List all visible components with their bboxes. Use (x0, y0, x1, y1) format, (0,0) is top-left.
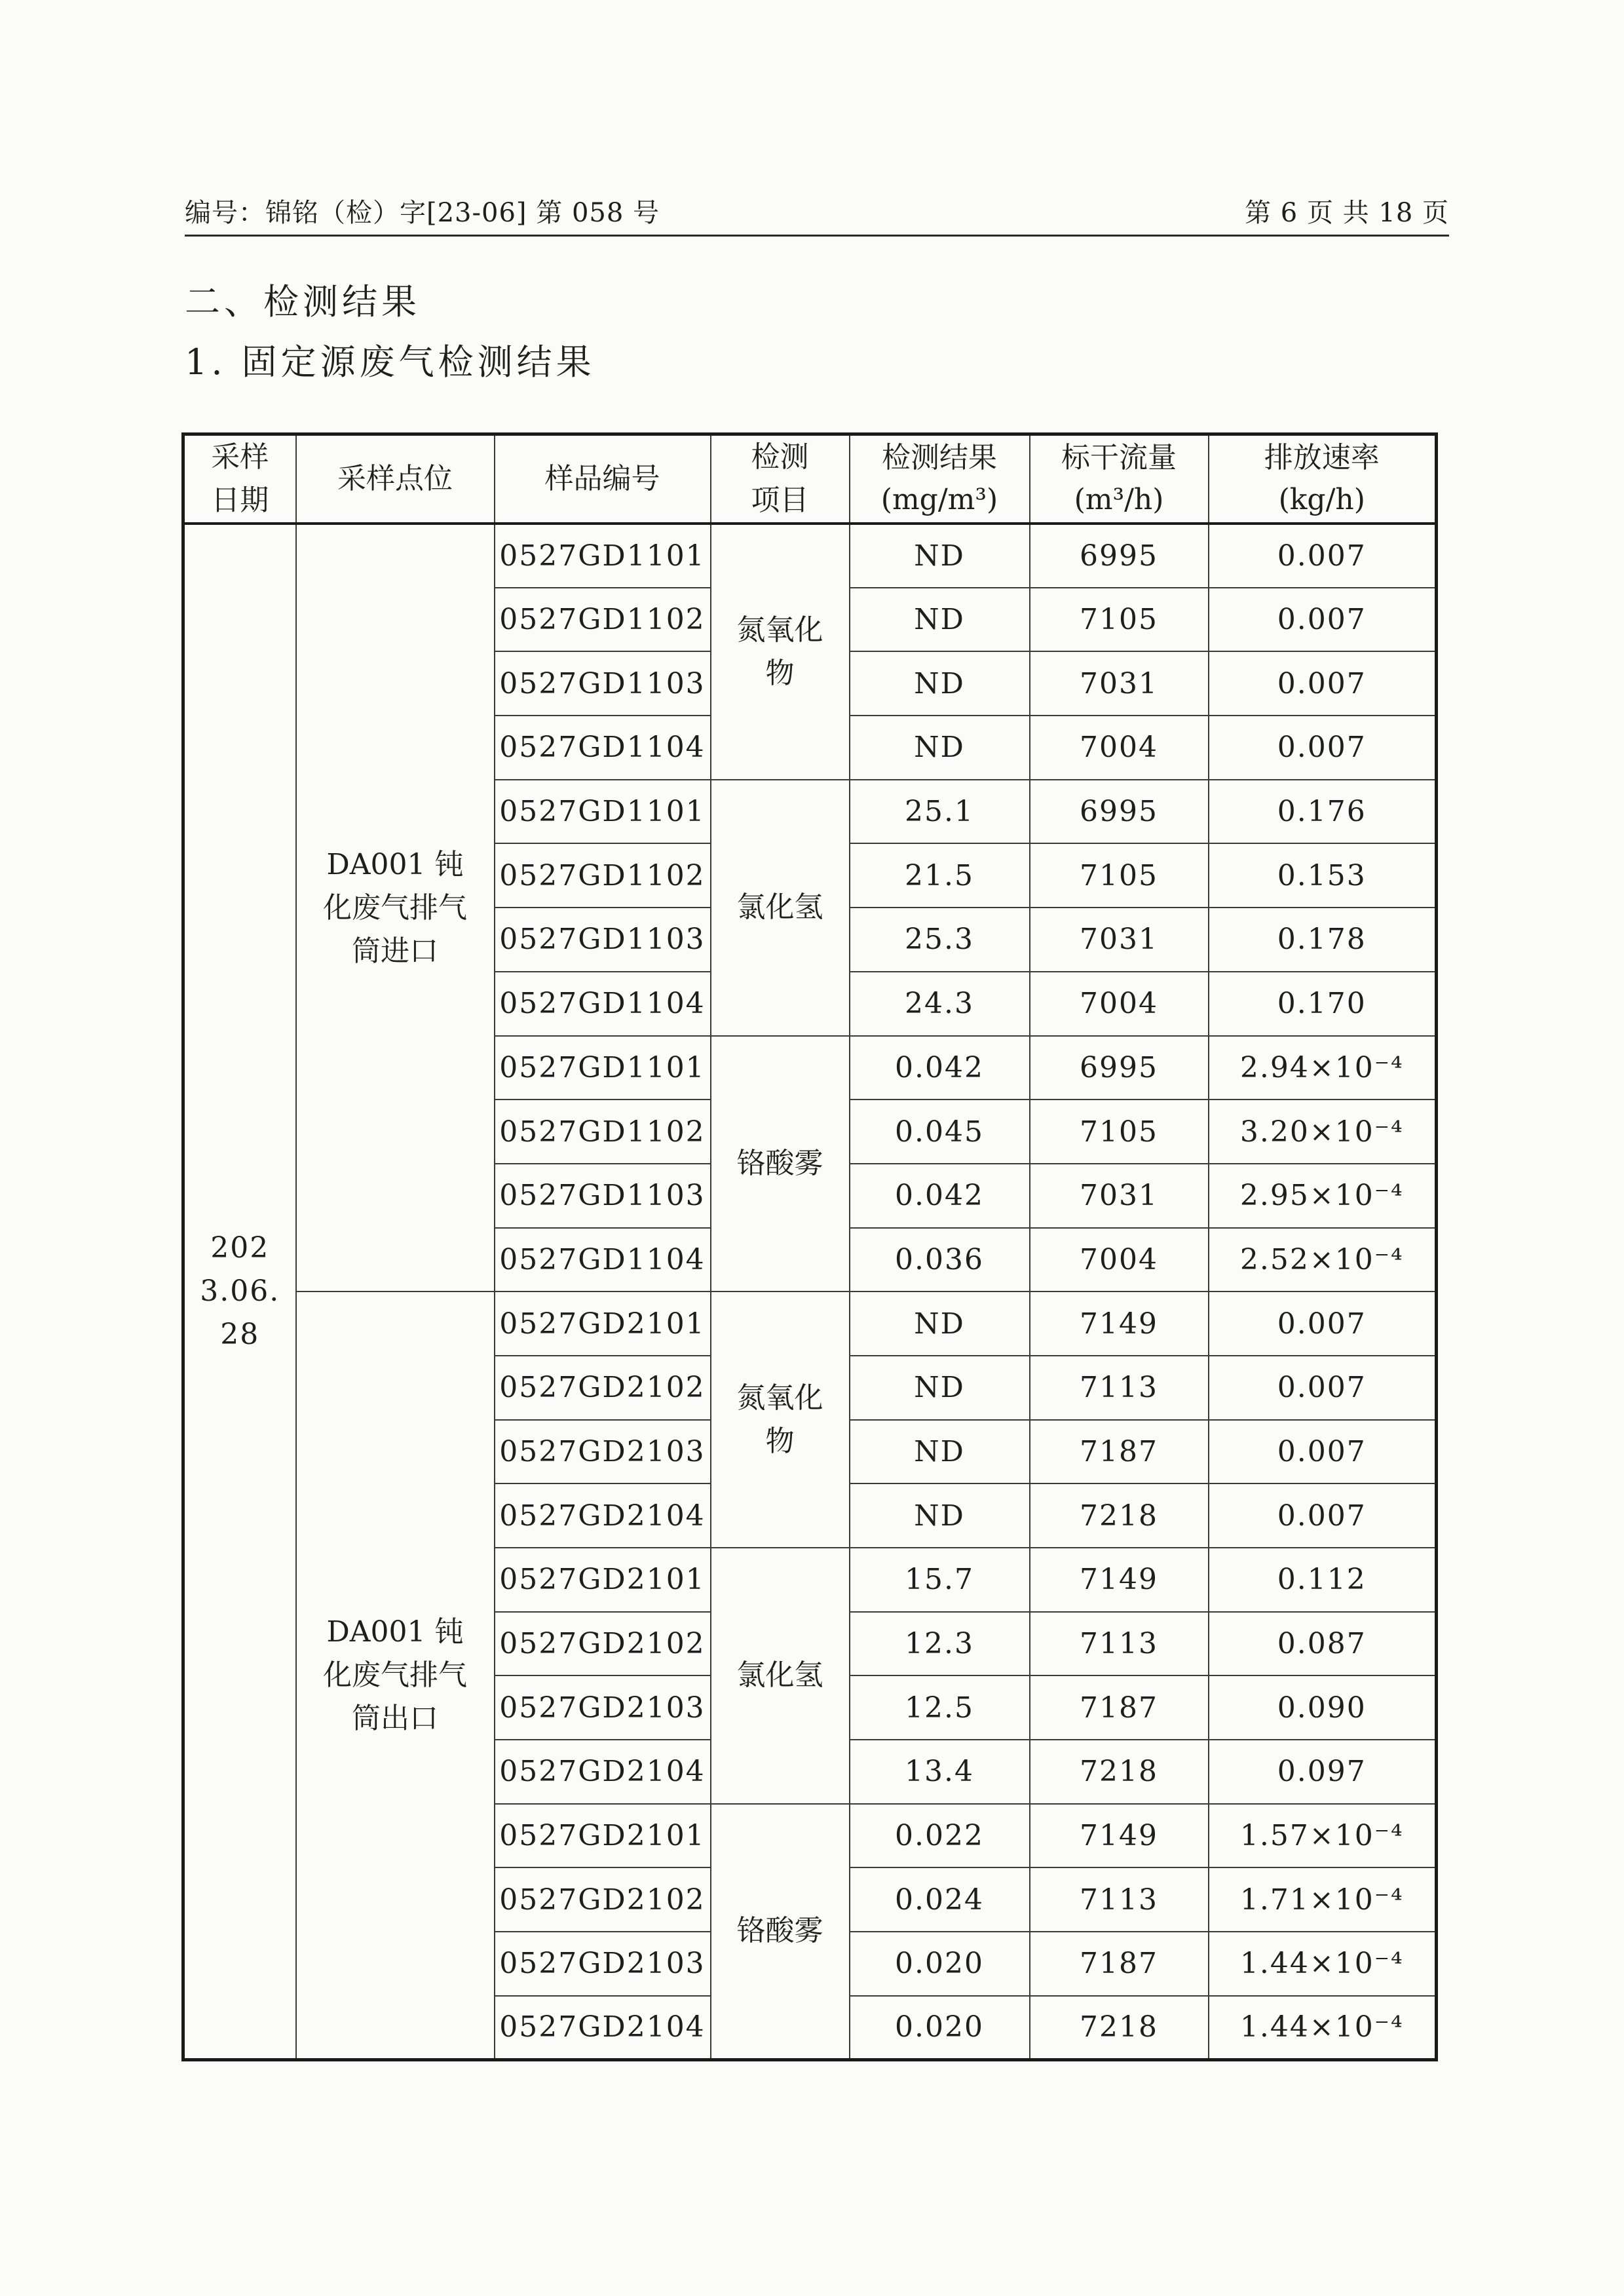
col-header-sample: 样品编号 (495, 434, 711, 524)
emission-rate: 0.112 (1209, 1548, 1437, 1612)
emission-rate: 0.087 (1209, 1612, 1437, 1676)
sample-point-label: DA001 钝化废气排气筒出口 (323, 1615, 467, 1735)
sample-number: 0527GD2104 (495, 1483, 711, 1548)
emission-rate: 0.153 (1209, 843, 1437, 908)
emission-rate: 0.097 (1209, 1740, 1437, 1804)
emission-rate: 0.007 (1209, 1292, 1437, 1356)
standard-flow: 7031 (1030, 1164, 1209, 1228)
standard-flow: 7113 (1030, 1612, 1209, 1676)
standard-flow: 7149 (1030, 1804, 1209, 1868)
col-header-point: 采样点位 (296, 434, 495, 524)
sample-number: 0527GD2103 (495, 1932, 711, 1996)
col-header-result-unit: (mg/m³) (880, 483, 998, 516)
emission-rate: 0.007 (1209, 1420, 1437, 1484)
sample-number: 0527GD1102 (495, 843, 711, 908)
emission-rate: 0.007 (1209, 524, 1437, 588)
sample-number: 0527GD1101 (495, 1036, 711, 1100)
col-header-flow (1030, 434, 1209, 524)
emission-rate: 1.44×10⁻⁴ (1209, 1932, 1437, 1996)
col-header-date-label: 采样日期 (211, 440, 269, 517)
test-result: ND (850, 1420, 1030, 1484)
test-result: 0.045 (850, 1100, 1030, 1164)
col-header-result-label: 检测结果 (882, 441, 997, 474)
test-result: 12.3 (850, 1612, 1030, 1676)
test-item-cell (711, 780, 850, 1036)
test-result: 24.3 (850, 972, 1030, 1036)
test-result: 0.042 (850, 1036, 1030, 1100)
page-header (185, 194, 1449, 237)
test-item: 铬酸雾 (736, 1146, 823, 1180)
standard-flow: 7149 (1030, 1292, 1209, 1356)
subsection-title: 1. 固定源废气检测结果 (185, 341, 595, 383)
emission-rate: 1.57×10⁻⁴ (1209, 1804, 1437, 1868)
test-item-cell (711, 1292, 850, 1548)
standard-flow: 7218 (1030, 1740, 1209, 1804)
col-header-date (183, 434, 296, 524)
sample-number: 0527GD1104 (495, 716, 711, 780)
results-table (181, 432, 1438, 2061)
sample-number: 0527GD2101 (495, 1804, 711, 1868)
test-result: ND (850, 1292, 1030, 1356)
sample-number: 0527GD2104 (495, 1740, 711, 1804)
col-header-item (711, 434, 850, 524)
emission-rate: 0.170 (1209, 972, 1437, 1036)
sample-number: 0527GD1101 (495, 780, 711, 844)
sample-number: 0527GD2103 (495, 1675, 711, 1740)
test-result: 0.020 (850, 1996, 1030, 2060)
standard-flow: 7031 (1030, 651, 1209, 716)
col-header-flow-label: 标干流量 (1061, 441, 1177, 474)
sample-number: 0527GD1101 (495, 524, 711, 588)
col-header-rate-label: 排放速率 (1264, 441, 1380, 474)
sample-number: 0527GD1104 (495, 1228, 711, 1292)
col-header-item-label: 检测项目 (751, 440, 809, 517)
sample-number: 0527GD2102 (495, 1356, 711, 1420)
sample-point-inlet (296, 524, 495, 1292)
test-result: 0.042 (850, 1164, 1030, 1228)
sample-number: 0527GD1104 (495, 972, 711, 1036)
emission-rate: 0.007 (1209, 1356, 1437, 1420)
sample-number: 0527GD1103 (495, 908, 711, 972)
test-item-cell (711, 1548, 850, 1804)
test-result: 15.7 (850, 1548, 1030, 1612)
test-result: 25.1 (850, 780, 1030, 844)
section-title: 二、检测结果 (185, 281, 421, 322)
standard-flow: 6995 (1030, 1036, 1209, 1100)
test-result: 0.036 (850, 1228, 1030, 1292)
col-header-flow-unit: (m³/h) (1074, 483, 1164, 516)
test-result: ND (850, 1356, 1030, 1420)
standard-flow: 7113 (1030, 1867, 1209, 1932)
page-number: 第 6 页 共 18 页 (1245, 198, 1449, 228)
sample-number: 0527GD2102 (495, 1612, 711, 1676)
sample-number: 0527GD2102 (495, 1867, 711, 1932)
emission-rate: 0.178 (1209, 908, 1437, 972)
standard-flow: 7149 (1030, 1548, 1209, 1612)
emission-rate: 2.95×10⁻⁴ (1209, 1164, 1437, 1228)
sample-point-label: DA001 钝化废气排气筒进口 (323, 847, 467, 968)
test-result: ND (850, 588, 1030, 652)
standard-flow: 7187 (1030, 1675, 1209, 1740)
standard-flow: 7004 (1030, 716, 1209, 780)
standard-flow: 7187 (1030, 1420, 1209, 1484)
test-result: 25.3 (850, 908, 1030, 972)
col-header-result (850, 434, 1030, 524)
test-item-cell (711, 524, 850, 780)
emission-rate: 1.44×10⁻⁴ (1209, 1996, 1437, 2060)
test-result: 21.5 (850, 843, 1030, 908)
sample-date-cell (183, 524, 296, 2060)
sample-number: 0527GD1102 (495, 588, 711, 652)
sample-number: 0527GD2101 (495, 1292, 711, 1356)
standard-flow: 7218 (1030, 1483, 1209, 1548)
test-item-cell (711, 1036, 850, 1292)
table-header-row (183, 434, 1437, 524)
sample-number: 0527GD1103 (495, 651, 711, 716)
sample-number: 0527GD2101 (495, 1548, 711, 1612)
standard-flow: 7105 (1030, 588, 1209, 652)
test-item: 铬酸雾 (736, 1914, 823, 1948)
emission-rate: 0.007 (1209, 651, 1437, 716)
standard-flow: 6995 (1030, 524, 1209, 588)
emission-rate: 0.007 (1209, 588, 1437, 652)
standard-flow: 7105 (1030, 1100, 1209, 1164)
sample-number: 0527GD1102 (495, 1100, 711, 1164)
document-number: 编号：锦铭（检）字[23-06] 第 058 号 (185, 198, 660, 228)
table-row (183, 1292, 1437, 1356)
test-result: 13.4 (850, 1740, 1030, 1804)
test-item: 氯化氢 (736, 1658, 823, 1693)
emission-rate: 0.007 (1209, 1483, 1437, 1548)
standard-flow: 7218 (1030, 1996, 1209, 2060)
test-result: ND (850, 524, 1030, 588)
standard-flow: 7004 (1030, 972, 1209, 1036)
emission-rate: 2.52×10⁻⁴ (1209, 1228, 1437, 1292)
test-result: 0.022 (850, 1804, 1030, 1868)
sample-number: 0527GD2104 (495, 1996, 711, 2060)
sample-number: 0527GD2103 (495, 1420, 711, 1484)
standard-flow: 7113 (1030, 1356, 1209, 1420)
standard-flow: 6995 (1030, 780, 1209, 844)
sample-point-outlet (296, 1292, 495, 2059)
test-item: 氮氧化物 (736, 1381, 823, 1458)
standard-flow: 7031 (1030, 908, 1209, 972)
test-item: 氮氧化物 (736, 613, 823, 690)
standard-flow: 7105 (1030, 843, 1209, 908)
standard-flow: 7187 (1030, 1932, 1209, 1996)
sample-number: 0527GD1103 (495, 1164, 711, 1228)
table-row (183, 524, 1437, 588)
emission-rate: 0.007 (1209, 716, 1437, 780)
test-result: 0.024 (850, 1867, 1030, 1932)
test-result: ND (850, 1483, 1030, 1548)
test-result: 12.5 (850, 1675, 1030, 1740)
test-item: 氯化氢 (736, 890, 823, 925)
emission-rate: 1.71×10⁻⁴ (1209, 1867, 1437, 1932)
test-result: ND (850, 651, 1030, 716)
col-header-rate (1209, 434, 1437, 524)
col-header-rate-unit: (kg/h) (1278, 483, 1365, 516)
emission-rate: 2.94×10⁻⁴ (1209, 1036, 1437, 1100)
emission-rate: 0.176 (1209, 780, 1437, 844)
emission-rate: 3.20×10⁻⁴ (1209, 1100, 1437, 1164)
test-result: ND (850, 716, 1030, 780)
emission-rate: 0.090 (1209, 1675, 1437, 1740)
standard-flow: 7004 (1030, 1228, 1209, 1292)
test-result: 0.020 (850, 1932, 1030, 1996)
test-item-cell (711, 1804, 850, 2060)
table-body (183, 524, 1437, 2060)
sample-date: 2023.06.28 (200, 1231, 280, 1351)
